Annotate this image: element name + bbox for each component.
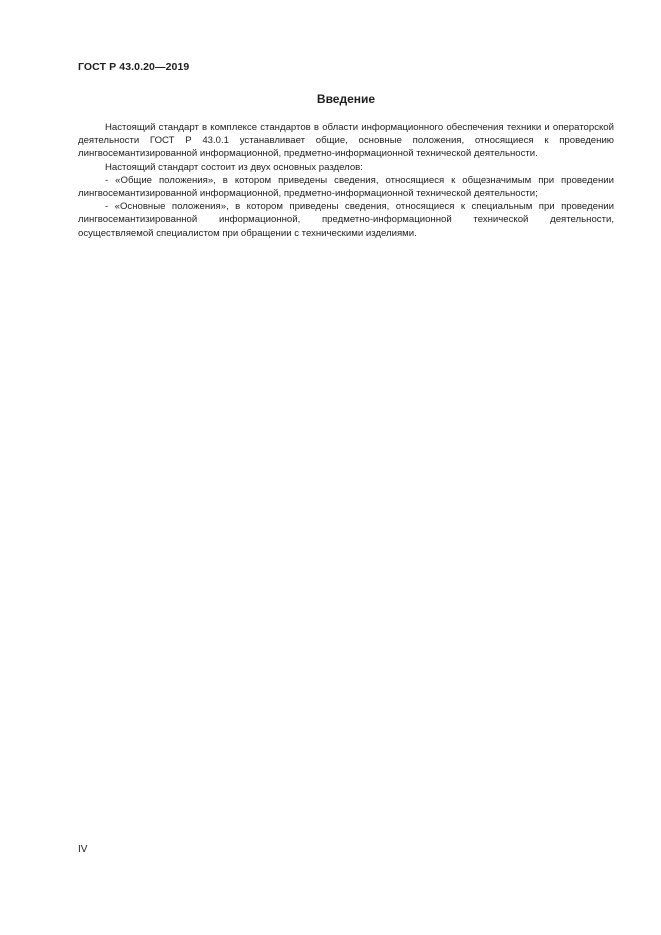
list-item-general-provisions: - «Общие положения», в котором приведены сведения, относящиеся к общезначимым при проведении лингвосемантизированной информационной, предметно-информационной технической деятельности; bbox=[78, 174, 614, 200]
page-number: IV bbox=[78, 844, 88, 855]
section-body bbox=[78, 121, 614, 240]
list-item-main-provisions: - «Основные положения», в котором приведены сведения, относящиеся к специальным при проведении лингвосемантизированной информационной, предметно-информационной технической деятельности, осуществляемой специалистом при обращении с техническими изделиями. bbox=[78, 201, 614, 239]
document-standard-id: ГОСТ Р 43.0.20—2019 bbox=[78, 61, 190, 73]
section-title: Введение bbox=[316, 92, 376, 106]
paragraph-structure: Настоящий стандарт состоит из двух основных разделов: bbox=[105, 161, 363, 173]
paragraph-intro: Настоящий стандарт в комплексе стандартов в области информационного обеспечения техники и операторской деятельности ГОСТ Р 43.0.1 устанавливает общие, основные положения, относящиеся к проведению лингвосемантизированной информационной, предметно-информационной технической деятельности. bbox=[78, 122, 614, 160]
